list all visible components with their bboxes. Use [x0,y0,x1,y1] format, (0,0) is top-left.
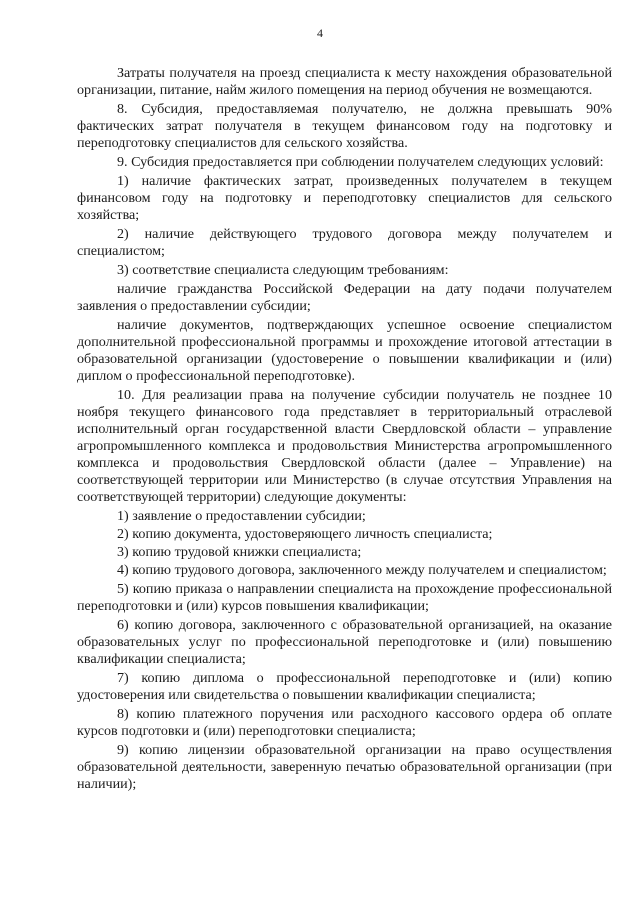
paragraph: 2) копию документа, удостоверяющего личность специалиста; [117,526,493,542]
paragraph: 9) копию лицензии образовательной организации на право осуществления образовательной деятельности, заверенную печатью образовательной организации (при наличии); [77,742,612,792]
paragraph: 3) соответствие специалиста следующим требованиям: [117,262,449,278]
paragraph: наличие документов, подтверждающих успешное освоение специалистом дополнительной профессиональной программы и прохождение итоговой аттестации в образовательной организации (удостоверение о повышении квалификации и (или) диплом о профессиональной переподготовке). [77,317,612,384]
paragraph: 4) копию трудового договора, заключенного между получателем и специалистом; [117,562,607,578]
paragraph: 7) копию диплома о профессиональной переподготовке и (или) копию удостоверения или свидетельства о повышении квалификации специалиста; [77,670,612,703]
paragraph: 1) заявление о предоставлении субсидии; [117,508,366,524]
paragraph: 3) копию трудовой книжки специалиста; [117,544,362,560]
document-body [77,65,612,793]
paragraph: 2) наличие действующего трудового договора между получателем и специалистом; [77,226,612,259]
paragraph: 8) копию платежного поручения или расходного кассового ордера об оплате курсов подготовки и (или) переподготовки специалиста; [77,706,612,739]
page-number: 4 [317,26,323,40]
paragraph: 6) копию договора, заключенного с образовательной организацией, на оказание образовательных услуг по профессиональной переподготовке и (или) повышению квалификации специалиста; [77,617,612,667]
paragraph: наличие гражданства Российской Федерации на дату подачи получателем заявления о предоставлении субсидии; [77,281,612,314]
paragraph: Затраты получателя на проезд специалиста к месту нахождения образовательной организации, питание, найм жилого помещения на период обучения не возмещаются. [77,65,612,98]
paragraph: 5) копию приказа о направлении специалиста на прохождение профессиональной переподготовки и (или) курсов повышения квалификации; [77,581,612,614]
paragraph: 8. Субсидия, предоставляемая получателю, не должна превышать 90% фактических затрат получателя в текущем финансовом году на подготовку и переподготовку специалистов для сельского хозяйства. [77,101,612,151]
paragraph: 1) наличие фактических затрат, произведенных получателем в текущем финансовом году на подготовку и переподготовку специалистов для сельского хозяйства; [77,173,612,223]
paragraph: 9. Субсидия предоставляется при соблюдении получателем следующих условий: [117,154,604,170]
paragraph: 10. Для реализации права на получение субсидии получатель не позднее 10 ноября текущего финансового года представляет в территориальный отраслевой исполнительный орган государственной власти Свердловской области – управление агропромышленного комплекса и продовольствия Министерства агропромышленного комплекса и продовольствия Свердловской области (далее – Управление) на соответствующей территории или Министерство (в случае отсутствия Управления на соответствующей территории) следующие документы: [77,387,612,505]
